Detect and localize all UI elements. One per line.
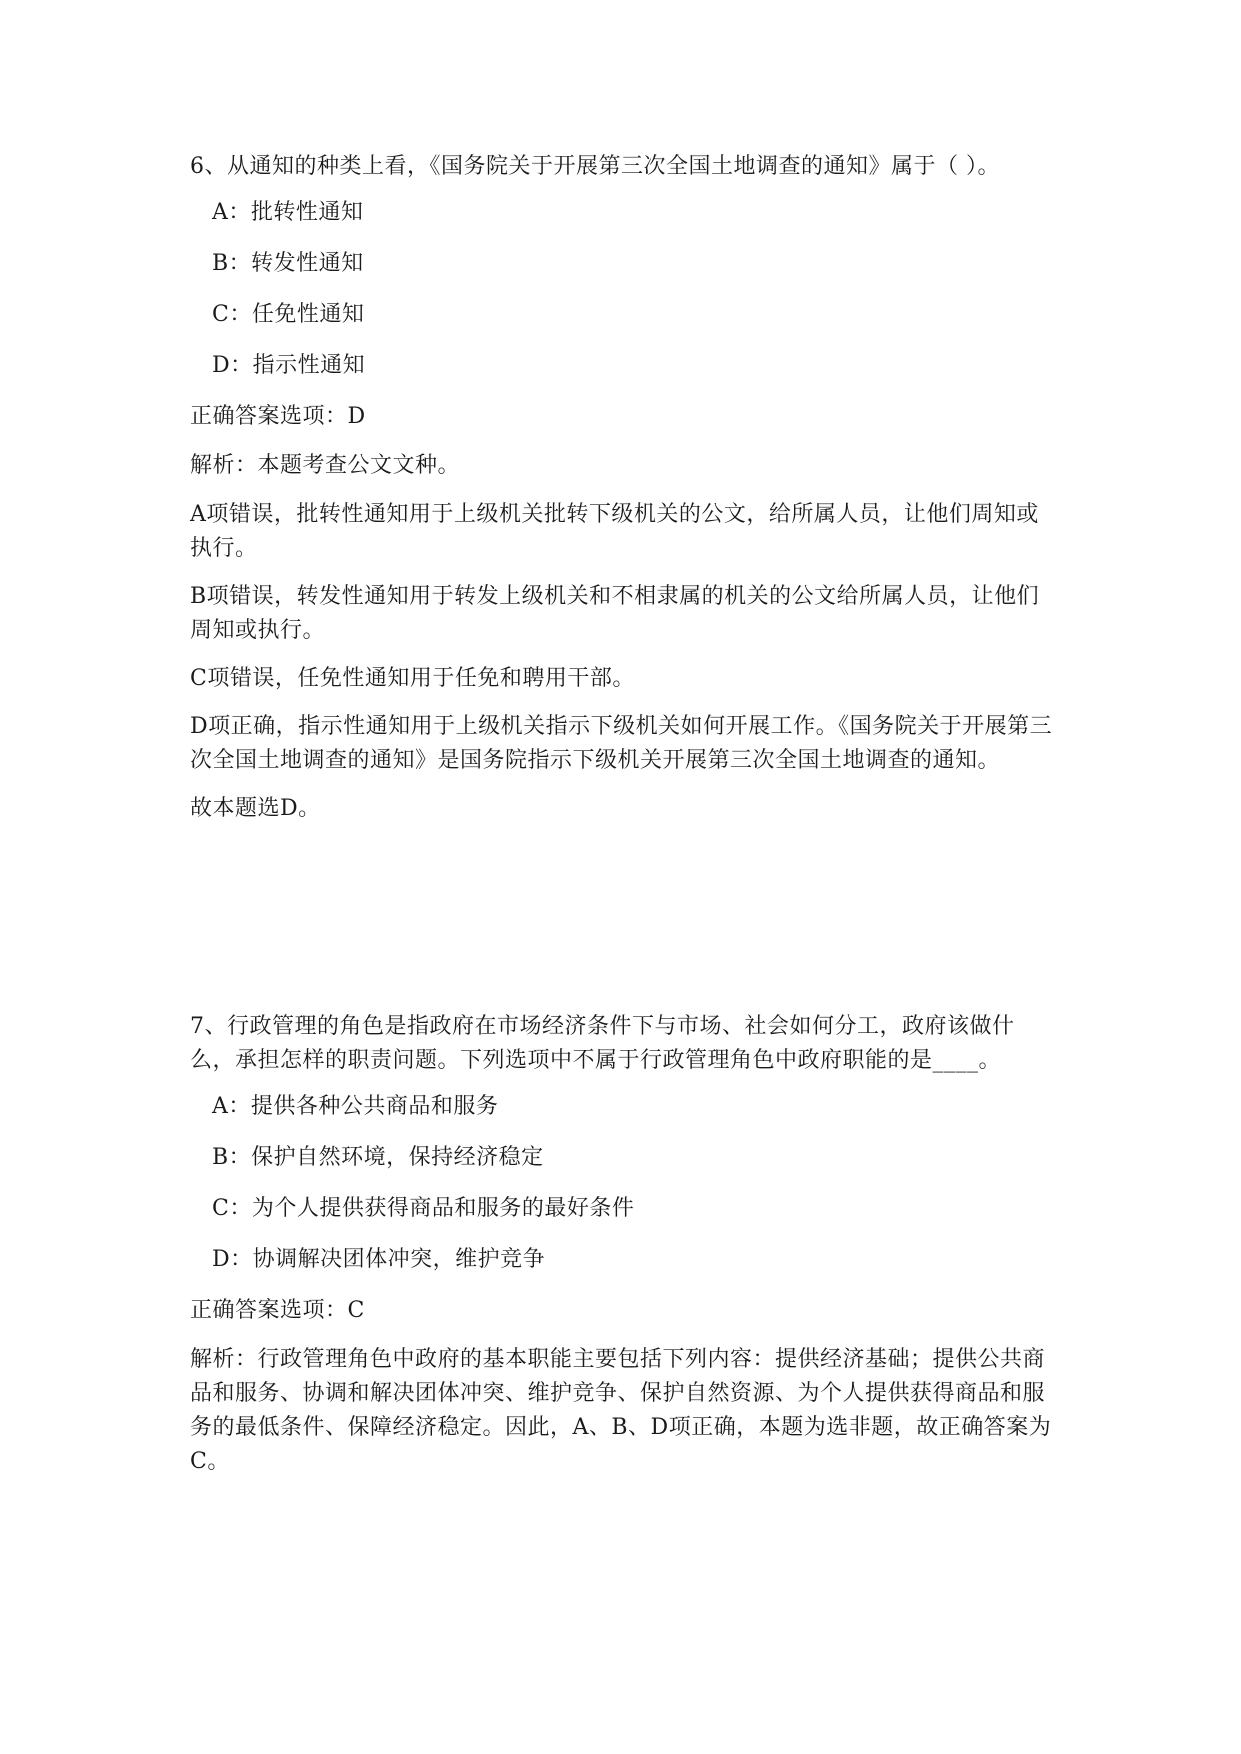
question-stem: 6、从通知的种类上看，《国务院关于开展第三次全国土地调查的通知》属于（ ）。 bbox=[190, 154, 1000, 179]
question-stem: 7、行政管理的角色是指政府在市场经济条件下与市场、社会如何分工，政府该做什么，承担怎样的职责问题。下列选项中不属于行政管理角色中政府职能的是____。 bbox=[190, 1014, 1015, 1073]
analysis-paragraph: D项正确，指示性通知用于上级机关指示下级机关如何开展工作。《国务院关于开展第三次全国土地调查的通知》是国务院指示下级机关开展第三次全国土地调查的通知。 bbox=[190, 714, 1053, 773]
analysis-intro: 解析：本题考查公文文种。 bbox=[190, 453, 461, 478]
conclusion: 故本题选D。 bbox=[190, 796, 321, 821]
option-d: D：协调解决团体冲突，维护竞争 bbox=[212, 1247, 546, 1272]
option-a: A：批转性通知 bbox=[212, 200, 364, 225]
option-d: D：指示性通知 bbox=[212, 353, 366, 378]
question-7 bbox=[190, 1010, 1058, 1494]
option-c: C：任免性通知 bbox=[212, 302, 365, 327]
option-b: B：保护自然环境，保持经济稳定 bbox=[212, 1145, 544, 1170]
analysis-paragraph: B项错误，转发性通知用于转发上级机关和不相隶属的机关的公文给所属人员，让他们周知或执行。 bbox=[190, 584, 1040, 643]
analysis-text: 解析：行政管理角色中政府的基本职能主要包括下列内容：提供经济基础；提供公共商品和服务、协调和解决团体冲突、维护竞争、保护自然资源、为个人提供获得商品和服务的最低条件、保障经济稳定。因此，A、B、D项正确，本题为选非题，故正确答案为C。 bbox=[190, 1347, 1052, 1474]
option-a: A：提供各种公共商品和服务 bbox=[212, 1094, 499, 1119]
option-b: B：转发性通知 bbox=[212, 251, 364, 276]
option-c: C：为个人提供获得商品和服务的最好条件 bbox=[212, 1196, 635, 1221]
analysis-paragraph: C项错误，任免性通知用于任免和聘用干部。 bbox=[190, 666, 635, 691]
analysis-paragraph: A项错误，批转性通知用于上级机关批转下级机关的公文，给所属人员，让他们周知或执行。 bbox=[190, 502, 1039, 561]
question-6 bbox=[190, 150, 1058, 840]
correct-answer: 正确答案选项：D bbox=[190, 404, 366, 429]
correct-answer: 正确答案选项：C bbox=[190, 1298, 365, 1323]
